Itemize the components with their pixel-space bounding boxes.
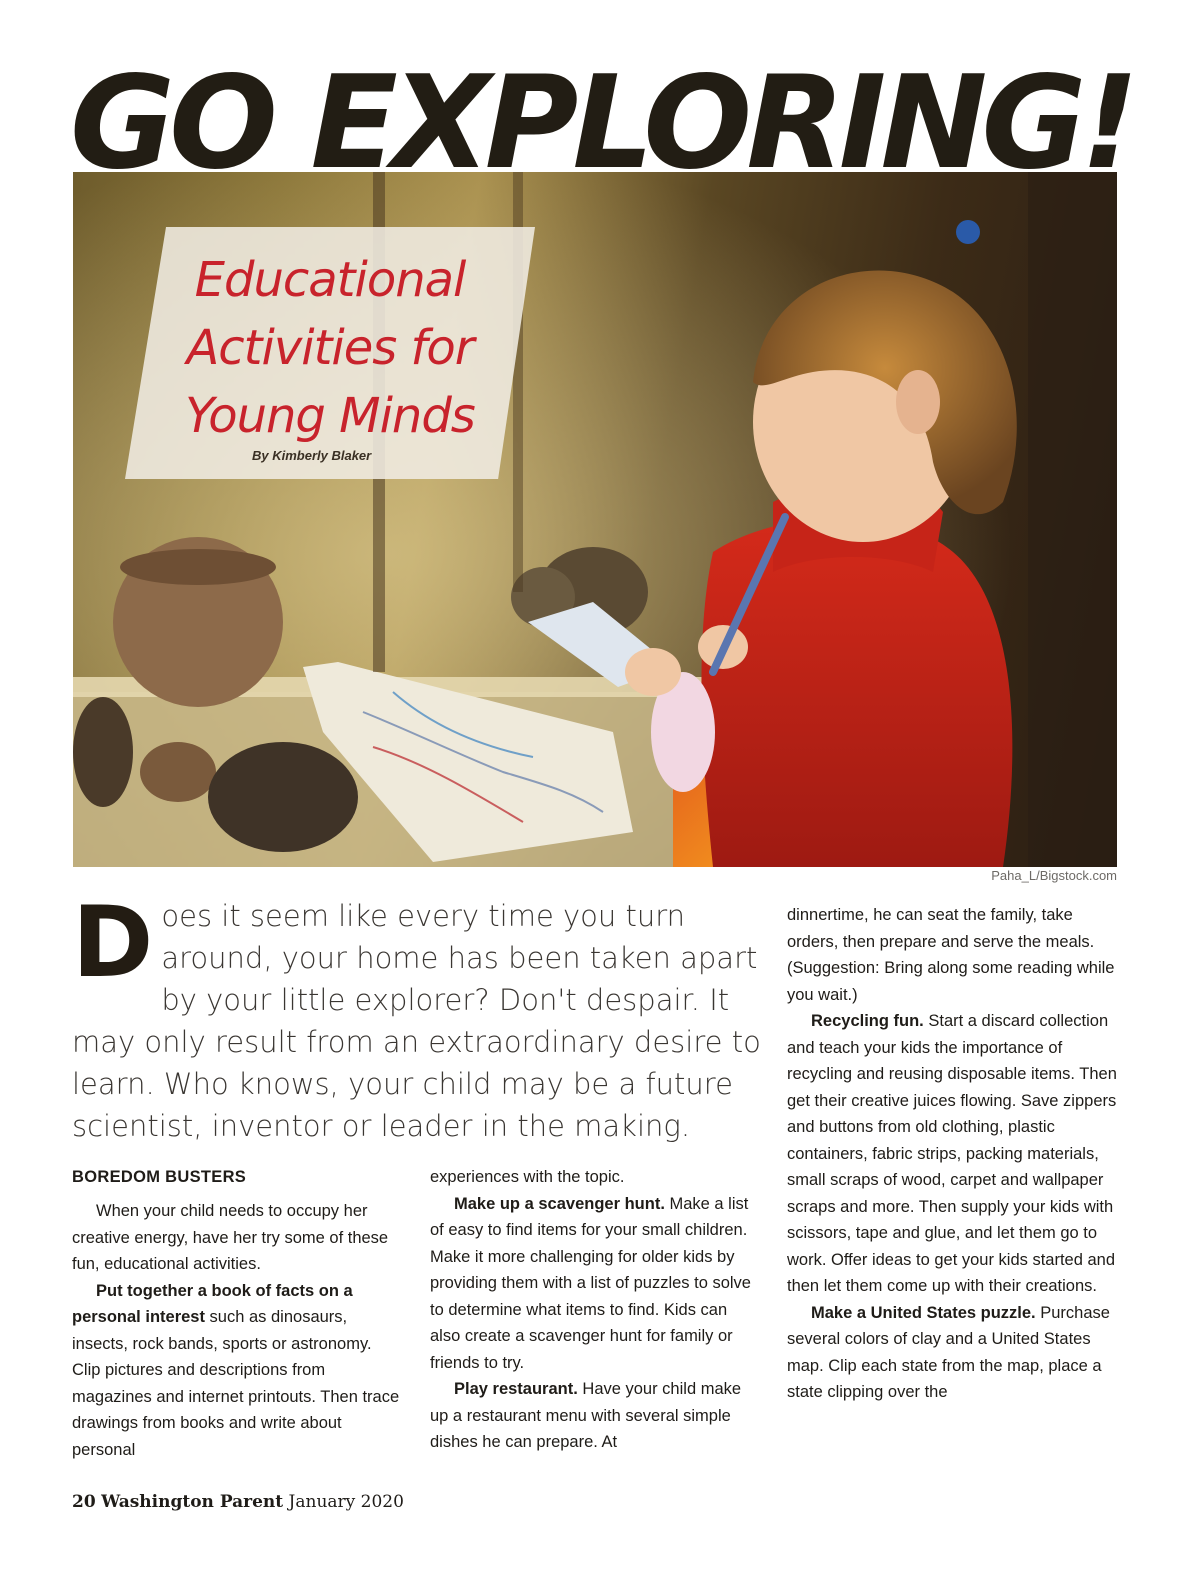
column-2 — [430, 1164, 760, 1456]
activity-title: Make up a scavenger hunt. — [454, 1194, 665, 1213]
column-3 — [787, 902, 1117, 1406]
column-1 — [72, 1164, 402, 1463]
photo-credit: Paha_L/Bigstock.com — [991, 868, 1117, 883]
paragraph-text: Have your child make up a restaurant menu with several simple dishes he can prepare. At — [430, 1380, 742, 1451]
page-number: 20 — [72, 1492, 96, 1512]
paragraph-text: Make a list of easy to find items for your small children. Make it more challenging for older kids by providing them with a list of puzzles to solve to determine what items to find. Kids can also create a scavenger hunt for family or friends to try. — [430, 1194, 751, 1372]
paragraph-text: When your child needs to occupy her creative energy, have her try some of these fun, educational activities. — [72, 1202, 389, 1273]
body-paragraph — [430, 1376, 760, 1456]
body-paragraph — [430, 1191, 760, 1377]
headline: GO EXPLORING! — [70, 49, 1133, 198]
issue-date: January 2020 — [288, 1492, 404, 1512]
paragraph-text: Purchase several colors of clay and a United States map. Clip each state from the map, place a state clipping over the — [787, 1303, 1110, 1401]
activity-title: Make a United States puzzle. — [811, 1303, 1036, 1322]
paragraph-text: such as dinosaurs, insects, rock bands, sports or astronomy. Clip pictures and descriptions from magazines and internet printouts. Then trace drawings from books and write about personal — [72, 1308, 400, 1459]
paragraph-text: experiences with the topic. — [430, 1168, 625, 1186]
body-paragraph — [787, 1008, 1117, 1300]
body-paragraph — [72, 1198, 402, 1278]
page-folio — [72, 1492, 404, 1512]
activity-title: Play restaurant. — [454, 1380, 578, 1398]
body-paragraph — [787, 1300, 1117, 1406]
paragraph-text: Start a discard collection and teach your kids the importance of recycling and reusing disposable items. Then get their creative juices flowing. Save zippers and buttons from old clothing, plastic containers, fabric strips, packing materials, small scraps of wood, carpet and wallpaper scraps and more. Then supply your kids with scissors, tape and glue, and let them go to work. Offer ideas to get your kids started and then let them come up with their creations. — [787, 1012, 1117, 1295]
body-paragraph — [787, 902, 1117, 1008]
activity-title: Recycling fun. — [811, 1012, 924, 1030]
paragraph-text: dinnertime, he can seat the family, take orders, then prepare and serve the meals. (Suggestion: Bring along some reading while you wait.) — [787, 906, 1115, 1004]
lead-paragraph — [72, 886, 762, 1147]
drop-cap: D — [72, 886, 154, 1000]
byline: By Kimberly Blaker — [252, 448, 372, 463]
lead-text: oes it seem like every time you turn around, your home has been taken apart by your little explorer? Don't despair. It may only result from an extraordinary desire to learn. Who knows, your child may be a future scientist, inventor or leader in the making. — [72, 899, 761, 1143]
publication-name: Washington Parent — [101, 1492, 284, 1512]
article-subtitle: Educational Activities for Young Minds — [185, 252, 475, 444]
body-paragraph — [430, 1164, 760, 1191]
activity-title: Put together a book of facts on a personal interest — [72, 1281, 353, 1326]
body-paragraph — [72, 1278, 402, 1464]
section-heading: BOREDOM BUSTERS — [72, 1168, 247, 1186]
